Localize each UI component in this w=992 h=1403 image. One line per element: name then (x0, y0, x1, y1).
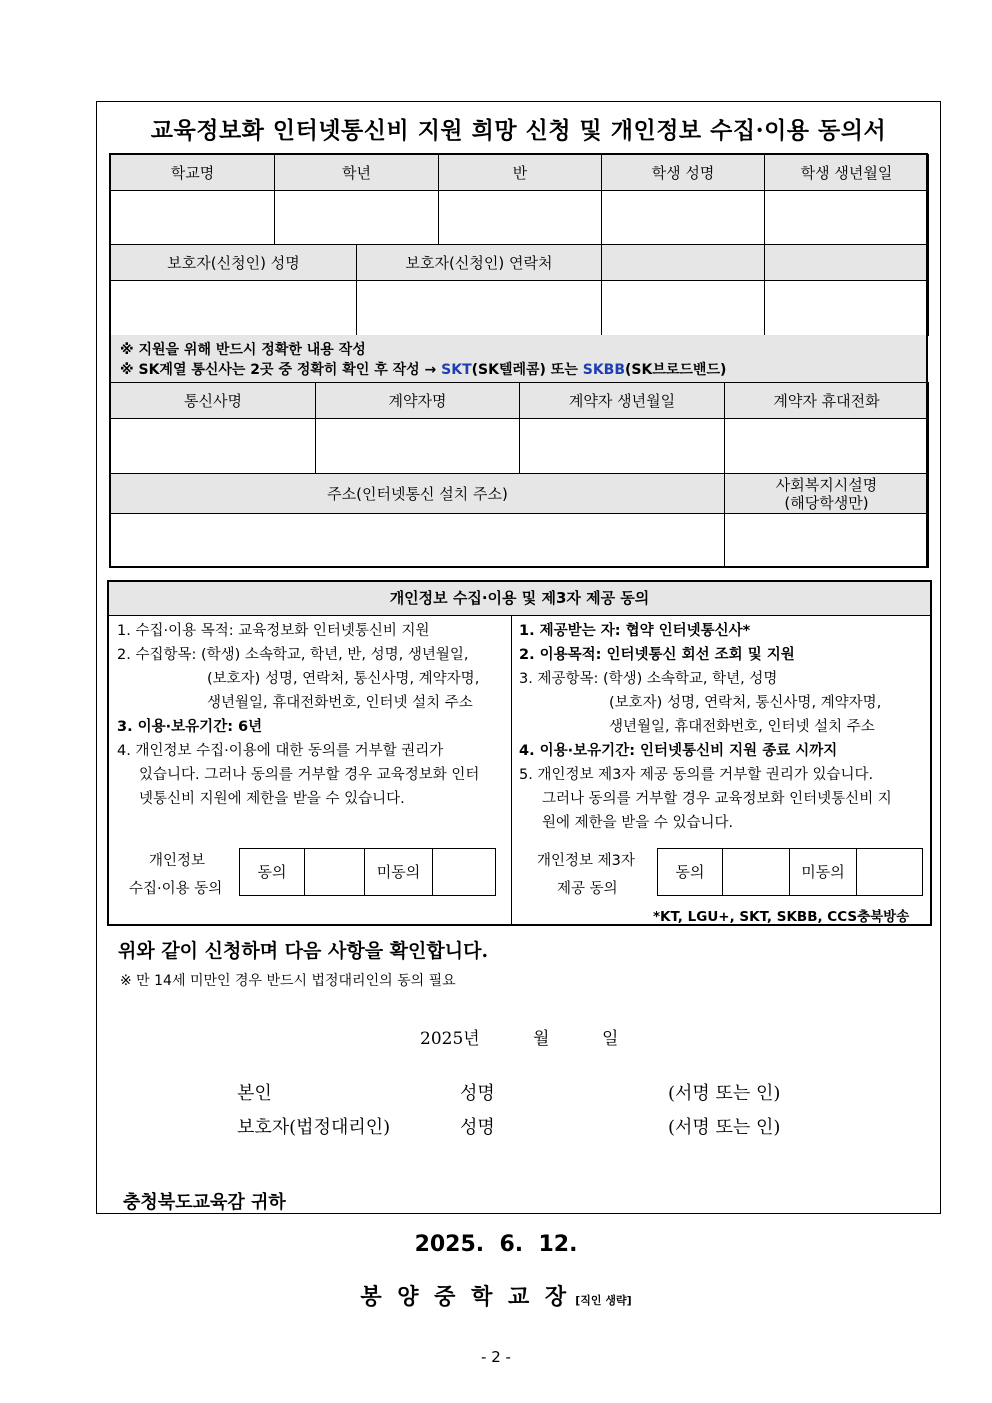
signer-guardian-role: 보호자(법정대리인) (237, 1117, 391, 1138)
right-item-3c: 생년월일, 휴대전화번호, 인터넷 설치 주소 (609, 719, 875, 735)
right-item-5: 5. 개인정보 제3자 제공 동의를 거부할 권리가 있습니다. (519, 767, 874, 783)
left-item-4c: 넷통신비 지원에 제한을 받을 수 있습니다. (139, 791, 405, 807)
input-carrier[interactable] (111, 419, 316, 474)
consent-divider (511, 615, 512, 924)
signer-guardian-name-label: 성명 (460, 1117, 495, 1138)
right-agree-checkbox[interactable] (723, 849, 789, 895)
student-info-table (110, 154, 929, 245)
header-guardian-name: 보호자(신청인) 성명 (111, 245, 357, 281)
input-student-name[interactable] (602, 191, 765, 245)
input-welfare[interactable] (725, 514, 929, 568)
right-consent-label-2: 제공 동의 (557, 881, 618, 897)
header-contractor: 계약자명 (316, 383, 520, 419)
form-title: 교육정보화 인터넷통신비 지원 희망 신청 및 개인정보 수집·이용 동의서 (150, 117, 887, 144)
consent-box (107, 580, 932, 926)
right-item-1: 1. 제공받는 자: 협약 인터넷통신사* (519, 623, 751, 639)
right-agree-label: 동의 (675, 863, 705, 881)
input-guardian-contact[interactable] (357, 281, 602, 336)
input-school[interactable] (111, 191, 275, 245)
signer-self-role: 본인 (237, 1083, 272, 1104)
header-contractor-birth: 계약자 생년월일 (520, 383, 725, 419)
page-number: - 2 - (481, 1348, 511, 1366)
signer-self-sign[interactable]: (서명 또는 인) (668, 1083, 781, 1104)
header-welfare: 사회복지시설명 (해당학생만) (725, 474, 929, 514)
confirm-statement: 위와 같이 신청하며 다음 사항을 확인합니다. (118, 940, 489, 962)
right-item-3b: (보호자) 성명, 연락처, 통신사명, 계약자명, (609, 695, 882, 711)
input-extra-2[interactable] (765, 281, 929, 336)
left-consent-boxes (239, 848, 496, 896)
notice-line-1: ※ 지원을 위해 반드시 정확한 내용 작성 (120, 342, 366, 358)
input-contractor[interactable] (316, 419, 520, 474)
input-grade[interactable] (275, 191, 439, 245)
guardian-info-table (110, 244, 929, 336)
right-item-3: 3. 제공항목: (학생) 소속학교, 학년, 성명 (519, 671, 778, 687)
header-guardian-contact: 보호자(신청인) 연락처 (357, 245, 602, 281)
minor-notice: ※ 만 14세 미만인 경우 반드시 법정대리인의 동의 필요 (120, 973, 456, 989)
right-item-5c: 원에 제한을 받을 수 있습니다. (542, 815, 734, 831)
header-contractor-phone: 계약자 휴대전화 (725, 383, 929, 419)
header-grade: 학년 (275, 155, 439, 191)
signer-self-name-label: 성명 (460, 1083, 495, 1104)
right-consent-label-1: 개인정보 제3자 (537, 853, 635, 869)
input-contractor-phone[interactable] (725, 419, 929, 474)
date-day: 일 (602, 1029, 619, 1049)
input-address[interactable] (111, 514, 725, 568)
left-disagree-label: 미동의 (376, 863, 421, 881)
header-student-birth: 학생 생년월일 (765, 155, 929, 191)
carrier-footnote: *KT, LGU+, SKT, SKBB, CCS충북방송 (653, 909, 910, 925)
right-disagree-label: 미동의 (801, 863, 845, 881)
carrier-info-table (110, 382, 929, 474)
left-consent-label-1: 개인정보 (149, 853, 206, 869)
principal-line (0, 1280, 992, 1311)
left-agree-label: 동의 (257, 863, 287, 881)
principal-name: 봉 양 중 학 교 장 (360, 1285, 571, 1310)
left-consent-label-2: 수집·이용 동의 (129, 881, 223, 897)
left-item-4: 4. 개인정보 수집·이용에 대한 동의를 거부할 권리가 (117, 743, 444, 759)
issue-date: 2025. 6. 12. (414, 1232, 578, 1257)
header-school: 학교명 (111, 155, 275, 191)
left-item-2c: 생년월일, 휴대전화번호, 인터넷 설치 주소 (207, 695, 473, 711)
date-month: 월 (533, 1029, 550, 1049)
right-disagree-checkbox[interactable] (857, 849, 922, 895)
input-student-birth[interactable] (765, 191, 929, 245)
left-disagree-checkbox[interactable] (433, 849, 495, 895)
signer-guardian-sign[interactable]: (서명 또는 인) (668, 1117, 781, 1138)
left-item-2: 2. 수집항목: (학생) 소속학교, 학년, 반, 성명, 생년월일, (117, 647, 469, 663)
input-extra-1[interactable] (602, 281, 765, 336)
seal-note: [직인 생략] (575, 1294, 632, 1307)
recipient: 충청북도교육감 귀하 (123, 1192, 286, 1213)
right-item-4: 4. 이용·보유기간: 인터넷통신비 지원 종료 시까지 (519, 743, 838, 759)
consent-heading: 개인정보 수집·이용 및 제3자 제공 동의 (109, 582, 930, 616)
header-empty-2 (765, 245, 929, 281)
left-item-4b: 있습니다. 그러나 동의를 거부할 경우 교육정보화 인터 (139, 767, 480, 783)
notice-line-2: ※ SK계열 통신사는 2곳 중 정확히 확인 후 작성 → SKT(SK텔레콤) 또는 SKBB(SK브로드밴드) (120, 362, 727, 378)
address-table (110, 473, 929, 568)
left-item-2b: (보호자) 성명, 연락처, 통신사명, 계약자명, (207, 671, 480, 687)
left-agree-checkbox[interactable] (305, 849, 364, 895)
header-address: 주소(인터넷통신 설치 주소) (111, 474, 725, 514)
header-student-name: 학생 성명 (602, 155, 765, 191)
input-guardian-name[interactable] (111, 281, 357, 336)
header-carrier: 통신사명 (111, 383, 316, 419)
skt-label: SKT (441, 362, 472, 378)
right-consent-boxes (657, 848, 923, 896)
skbb-label: SKBB (582, 362, 626, 378)
header-empty-1 (602, 245, 765, 281)
date-year: 2025년 (420, 1029, 480, 1049)
left-item-3: 3. 이용·보유기간: 6년 (117, 719, 263, 735)
notice-box (110, 335, 927, 382)
right-item-2: 2. 이용목적: 인터넷통신 회선 조회 및 지원 (519, 647, 795, 663)
header-class: 반 (439, 155, 602, 191)
left-item-1: 1. 수집·이용 목적: 교육정보화 인터넷통신비 지원 (117, 623, 430, 639)
input-class[interactable] (439, 191, 602, 245)
right-item-5b: 그러나 동의를 거부할 경우 교육정보화 인터넷통신비 지 (542, 791, 892, 807)
input-contractor-birth[interactable] (520, 419, 725, 474)
